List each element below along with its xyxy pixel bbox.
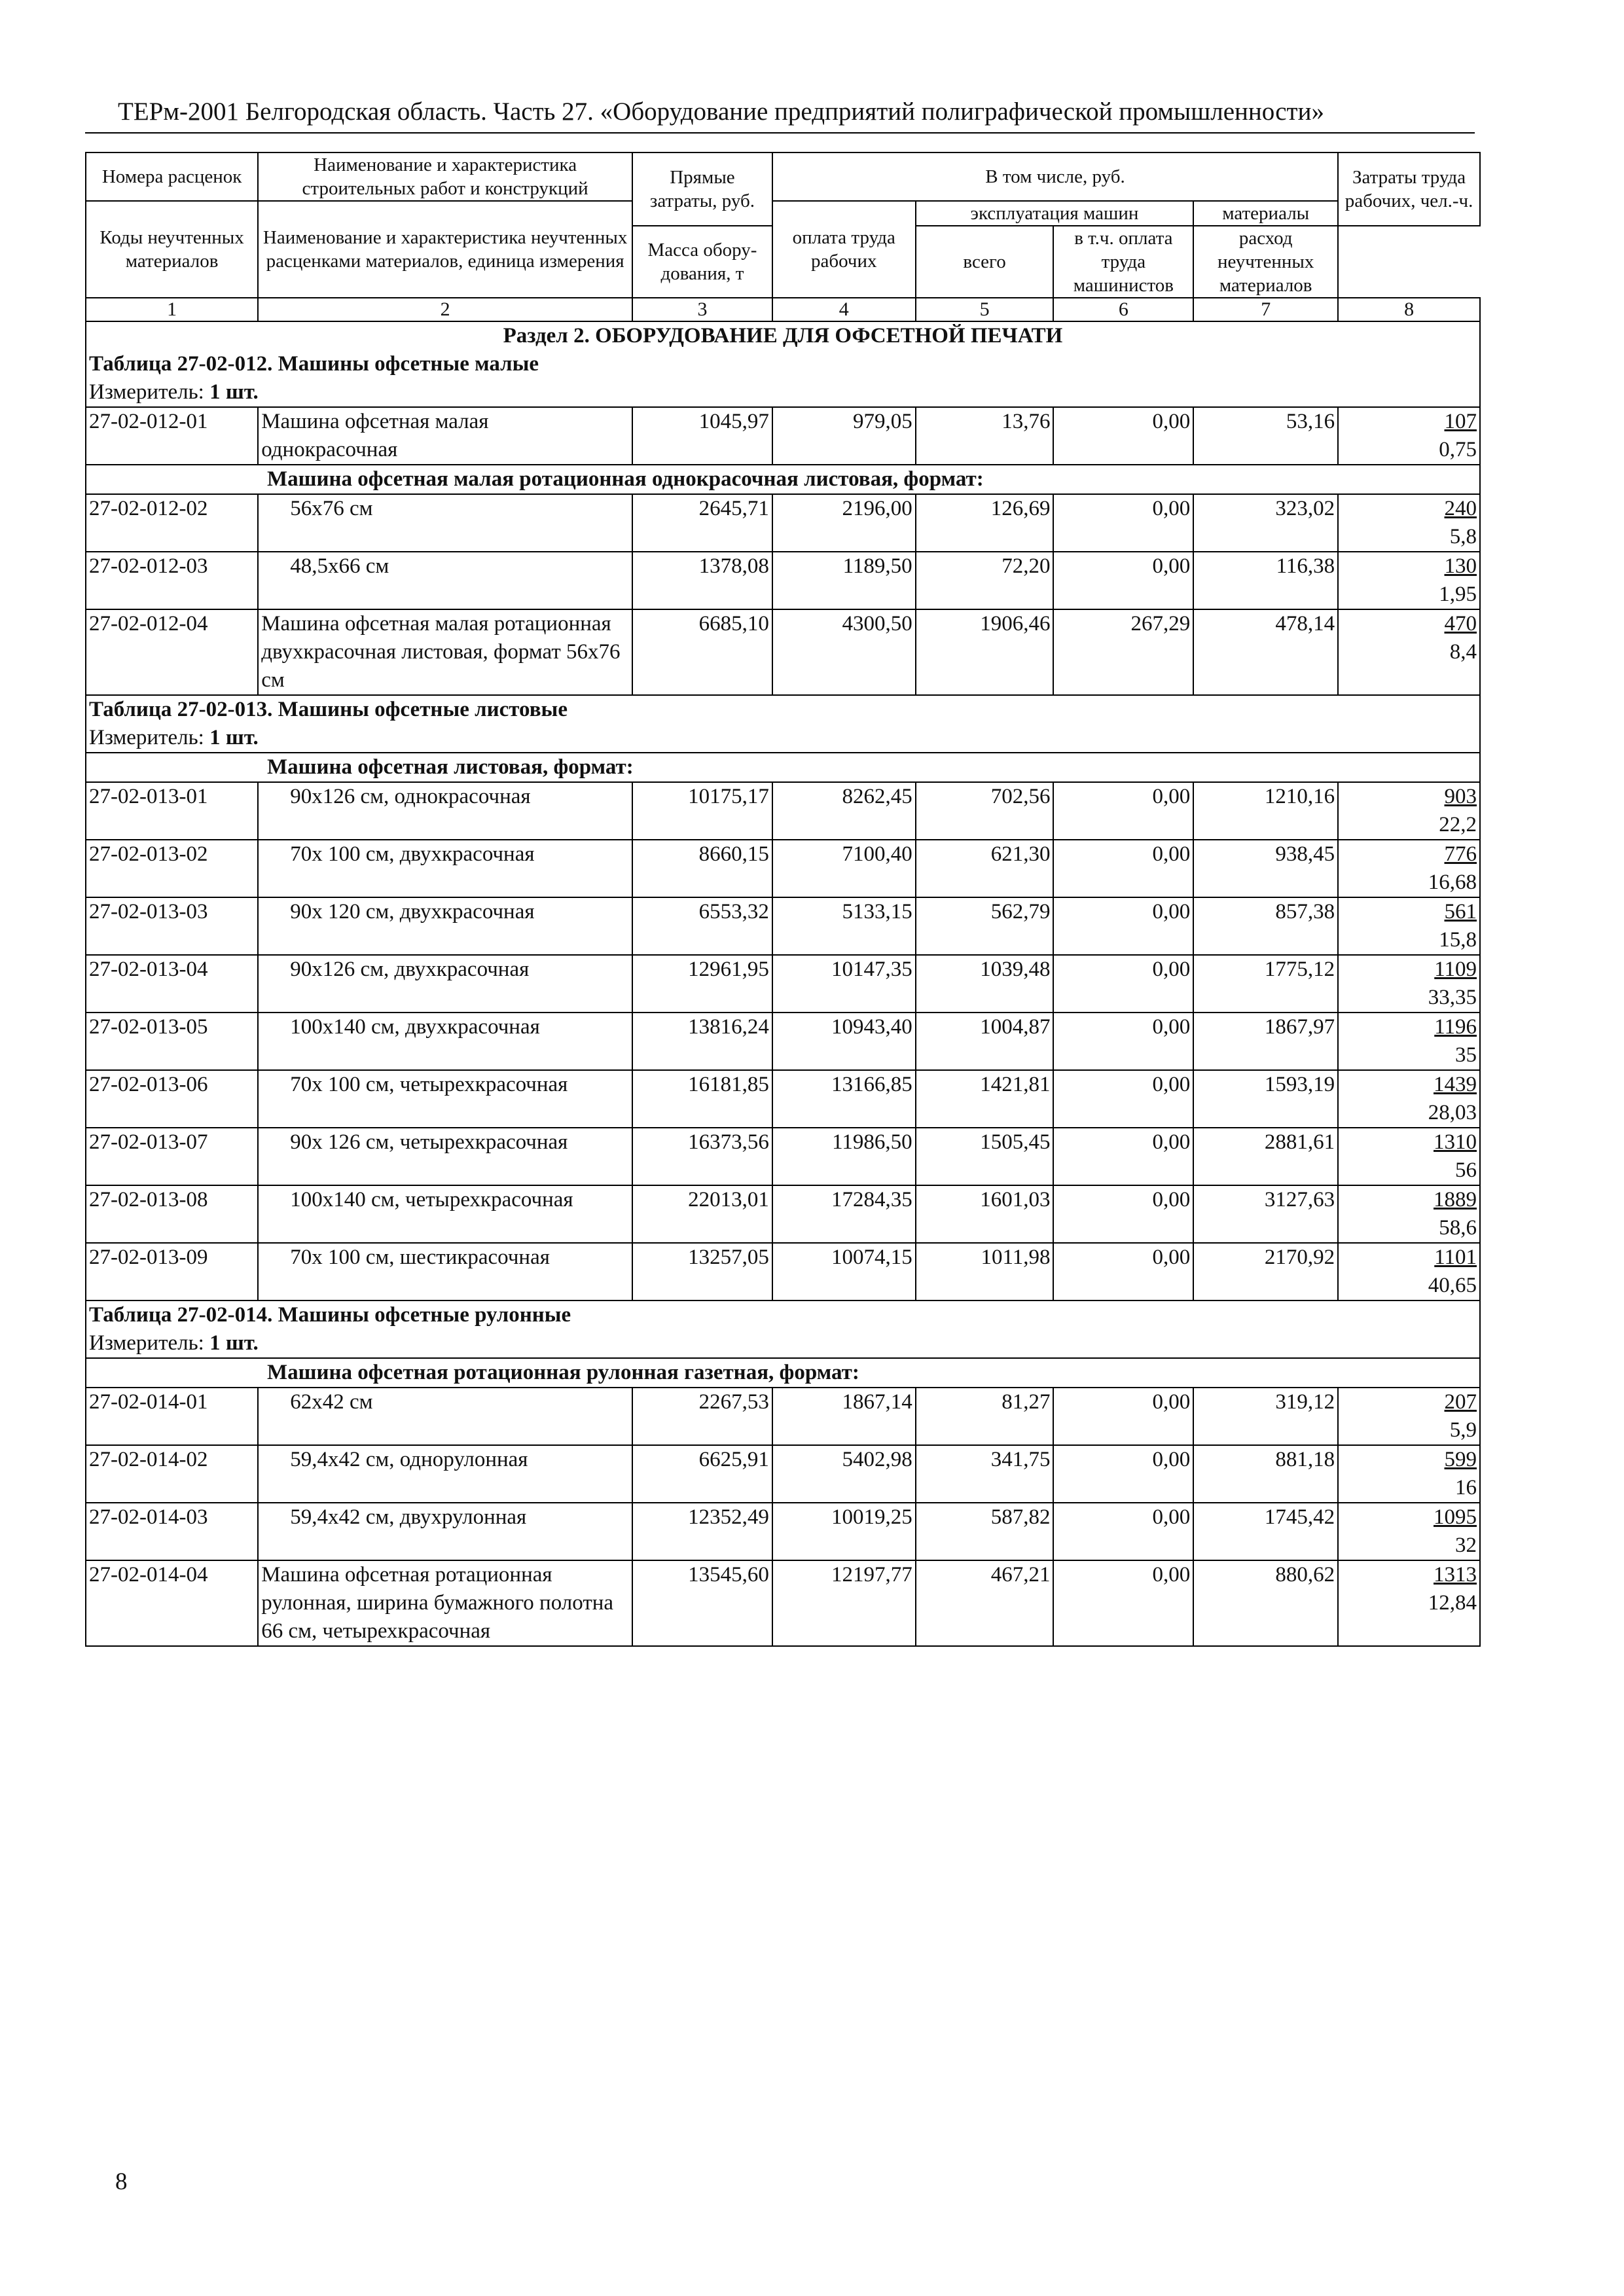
table-row (86, 1243, 1480, 1300)
column-number: 7 (1193, 298, 1338, 321)
equipment-mass: 16,68 (1428, 870, 1477, 894)
machinist-wages: 0,00 (1053, 1243, 1193, 1300)
rate-code: 27-02-013-03 (86, 897, 258, 955)
labor-mass (1338, 609, 1480, 695)
measurer-label: Измеритель: (89, 1331, 204, 1355)
machinist-wages: 0,00 (1053, 1388, 1193, 1445)
rate-code: 27-02-012-04 (86, 609, 258, 695)
labor-hours: 1889 (1434, 1188, 1477, 1211)
header-col1-top: Номера расценок (86, 152, 258, 201)
header-col8-bottom: Масса обору-дования, т (632, 226, 772, 298)
worker-wages: 10074,15 (772, 1243, 916, 1300)
labor-mass (1338, 955, 1480, 1013)
rate-name: 62х42 см (258, 1388, 632, 1445)
rate-name: 70х 100 см, двухкрасочная (258, 840, 632, 897)
machine-cost: 1004,87 (916, 1013, 1054, 1070)
table-row (86, 1128, 1480, 1185)
equipment-mass: 16 (1455, 1476, 1477, 1499)
rate-name: Машина офсетная малая однокрасочная (258, 407, 632, 465)
labor-mass (1338, 1185, 1480, 1243)
rates-table (85, 152, 1481, 1647)
table-row (86, 1503, 1480, 1560)
labor-mass (1338, 897, 1480, 955)
rate-name: Машина офсетная малая ротационная двухкрасочная листовая, формат 56х76 см (258, 609, 632, 695)
rate-code: 27-02-013-09 (86, 1243, 258, 1300)
measurer-label: Измеритель: (89, 380, 204, 404)
subheader: Машина офсетная малая ротационная однокрасочная листовая, формат: (86, 465, 1480, 494)
worker-wages: 17284,35 (772, 1185, 916, 1243)
equipment-mass: 40,65 (1428, 1274, 1477, 1297)
rate-name: 90х 120 см, двухкрасочная (258, 897, 632, 955)
materials-cost: 880,62 (1193, 1560, 1338, 1646)
direct-cost: 13816,24 (632, 1013, 772, 1070)
worker-wages: 5402,98 (772, 1445, 916, 1503)
machine-cost: 1906,46 (916, 609, 1054, 695)
header-col5: всего (916, 226, 1054, 298)
machine-cost: 587,82 (916, 1503, 1054, 1560)
worker-wages: 1867,14 (772, 1388, 916, 1445)
labor-mass (1338, 1503, 1480, 1560)
labor-mass (1338, 1243, 1480, 1300)
machine-cost: 341,75 (916, 1445, 1054, 1503)
equipment-mass: 33,35 (1428, 986, 1477, 1009)
rate-name: 90х126 см, двухкрасочная (258, 955, 632, 1013)
worker-wages: 7100,40 (772, 840, 916, 897)
rate-code: 27-02-013-06 (86, 1070, 258, 1128)
header-col8-top: Затраты труда рабочих, чел.-ч. (1338, 152, 1480, 226)
measurer-value: 1 шт. (209, 380, 259, 404)
table-title: Таблица 27-02-012. Машины офсетные малые (86, 350, 1480, 378)
materials-cost: 319,12 (1193, 1388, 1338, 1445)
rate-name: 59,4х42 см, двухрулонная (258, 1503, 632, 1560)
section-title: Раздел 2. ОБОРУДОВАНИЕ ДЛЯ ОФСЕТНОЙ ПЕЧАТИ (86, 321, 1480, 350)
labor-hours: 599 (1444, 1448, 1477, 1471)
labor-hours: 130 (1444, 554, 1477, 578)
materials-cost: 881,18 (1193, 1445, 1338, 1503)
equipment-mass: 35 (1455, 1043, 1477, 1067)
machinist-wages: 0,00 (1053, 1185, 1193, 1243)
labor-hours: 903 (1444, 785, 1477, 808)
machine-cost: 621,30 (916, 840, 1054, 897)
worker-wages: 2196,00 (772, 494, 916, 552)
rate-code: 27-02-014-03 (86, 1503, 258, 1560)
machinist-wages: 0,00 (1053, 1503, 1193, 1560)
equipment-mass: 28,03 (1428, 1101, 1477, 1124)
labor-hours: 240 (1444, 497, 1477, 520)
measurer-label: Измеритель: (89, 726, 204, 749)
equipment-mass: 5,9 (1449, 1418, 1477, 1442)
equipment-mass: 5,8 (1449, 525, 1477, 548)
table-row (86, 407, 1480, 465)
materials-cost: 857,38 (1193, 897, 1338, 955)
rate-name: 100х140 см, двухкрасочная (258, 1013, 632, 1070)
direct-cost: 10175,17 (632, 782, 772, 840)
direct-cost: 6685,10 (632, 609, 772, 695)
measurer (86, 724, 1480, 753)
subheader-row (86, 753, 1480, 782)
machinist-wages: 0,00 (1053, 552, 1193, 609)
measurer (86, 378, 1480, 407)
header-col2-top: Наименование и характеристика строительных работ и конструкций (258, 152, 632, 201)
worker-wages: 5133,15 (772, 897, 916, 955)
rate-code: 27-02-012-01 (86, 407, 258, 465)
machine-cost: 467,21 (916, 1560, 1054, 1646)
direct-cost: 16373,56 (632, 1128, 772, 1185)
header-col7: расход неучтенных материалов (1193, 226, 1338, 298)
rate-code: 27-02-013-01 (86, 782, 258, 840)
machine-cost: 562,79 (916, 897, 1054, 955)
machinist-wages: 0,00 (1053, 1560, 1193, 1646)
direct-cost: 13545,60 (632, 1560, 772, 1646)
machine-cost: 1505,45 (916, 1128, 1054, 1185)
direct-cost: 8660,15 (632, 840, 772, 897)
header-materials: материалы (1193, 201, 1338, 226)
equipment-mass: 1,95 (1439, 583, 1477, 606)
equipment-mass: 56 (1455, 1158, 1477, 1182)
table-row (86, 552, 1480, 609)
table-title: Таблица 27-02-013. Машины офсетные листовые (86, 695, 1480, 724)
machine-cost: 1011,98 (916, 1243, 1054, 1300)
column-number: 2 (258, 298, 632, 321)
machinist-wages: 0,00 (1053, 1070, 1193, 1128)
direct-cost: 12352,49 (632, 1503, 772, 1560)
subheader-row (86, 1358, 1480, 1388)
rate-code: 27-02-012-03 (86, 552, 258, 609)
direct-cost: 16181,85 (632, 1070, 772, 1128)
materials-cost: 1867,97 (1193, 1013, 1338, 1070)
worker-wages: 4300,50 (772, 609, 916, 695)
rate-code: 27-02-013-05 (86, 1013, 258, 1070)
direct-cost: 13257,05 (632, 1243, 772, 1300)
labor-hours: 776 (1444, 842, 1477, 866)
materials-cost: 2170,92 (1193, 1243, 1338, 1300)
equipment-mass: 12,84 (1428, 1591, 1477, 1615)
rate-code: 27-02-014-02 (86, 1445, 258, 1503)
table-header (86, 152, 1480, 321)
table-row (86, 494, 1480, 552)
measurer-value: 1 шт. (209, 1331, 259, 1355)
materials-cost: 2881,61 (1193, 1128, 1338, 1185)
rate-code: 27-02-014-01 (86, 1388, 258, 1445)
page-number: 8 (115, 2168, 128, 2195)
worker-wages: 12197,77 (772, 1560, 916, 1646)
header-including: В том числе, руб. (772, 152, 1338, 201)
table-body (86, 321, 1480, 1646)
rate-name: 90х126 см, однокрасочная (258, 782, 632, 840)
materials-cost: 478,14 (1193, 609, 1338, 695)
column-number: 8 (1338, 298, 1480, 321)
direct-cost: 6625,91 (632, 1445, 772, 1503)
machinist-wages: 0,00 (1053, 840, 1193, 897)
machinist-wages: 0,00 (1053, 494, 1193, 552)
machine-cost: 1421,81 (916, 1070, 1054, 1128)
column-number: 5 (916, 298, 1054, 321)
labor-hours: 1439 (1434, 1073, 1477, 1096)
rate-name: 90х 126 см, четырехкрасочная (258, 1128, 632, 1185)
materials-cost: 1210,16 (1193, 782, 1338, 840)
table-row (86, 1013, 1480, 1070)
table-row (86, 897, 1480, 955)
machine-cost: 13,76 (916, 407, 1054, 465)
measurer-value: 1 шт. (209, 726, 259, 749)
table-title: Таблица 27-02-014. Машины офсетные рулонные (86, 1300, 1480, 1329)
table-row (86, 840, 1480, 897)
rate-name: 70х 100 см, четырехкрасочная (258, 1070, 632, 1128)
rate-code: 27-02-013-07 (86, 1128, 258, 1185)
subheader: Машина офсетная листовая, формат: (86, 753, 1480, 782)
worker-wages: 13166,85 (772, 1070, 916, 1128)
materials-cost: 1745,42 (1193, 1503, 1338, 1560)
worker-wages: 10019,25 (772, 1503, 916, 1560)
equipment-mass: 22,2 (1439, 813, 1477, 836)
column-number: 6 (1053, 298, 1193, 321)
rate-code: 27-02-012-02 (86, 494, 258, 552)
rate-code: 27-02-013-02 (86, 840, 258, 897)
equipment-mass: 15,8 (1439, 928, 1477, 952)
machine-cost: 1601,03 (916, 1185, 1054, 1243)
column-number: 4 (772, 298, 916, 321)
machinist-wages: 0,00 (1053, 897, 1193, 955)
labor-hours: 1196 (1434, 1015, 1477, 1039)
worker-wages: 10943,40 (772, 1013, 916, 1070)
labor-mass (1338, 494, 1480, 552)
machinist-wages: 0,00 (1053, 1445, 1193, 1503)
rate-name: 56х76 см (258, 494, 632, 552)
table-row (86, 1070, 1480, 1128)
header-rule (85, 132, 1475, 134)
machinist-wages: 267,29 (1053, 609, 1193, 695)
subheader: Машина офсетная ротационная рулонная газетная, формат: (86, 1358, 1480, 1388)
rate-code: 27-02-013-08 (86, 1185, 258, 1243)
header-col6: в т.ч. оплата труда машинистов (1053, 226, 1193, 298)
table-row (86, 1388, 1480, 1445)
labor-mass (1338, 840, 1480, 897)
machinist-wages: 0,00 (1053, 407, 1193, 465)
machinist-wages: 0,00 (1053, 955, 1193, 1013)
table-row (86, 782, 1480, 840)
column-numbers-row (86, 298, 1480, 321)
machine-cost: 72,20 (916, 552, 1054, 609)
rate-name: 70х 100 см, шестикрасочная (258, 1243, 632, 1300)
rate-name: Машина офсетная ротационная рулонная, ширина бумажного полотна 66 см, четырехкрасочная (258, 1560, 632, 1646)
labor-mass (1338, 1070, 1480, 1128)
labor-hours: 207 (1444, 1390, 1477, 1414)
worker-wages: 979,05 (772, 407, 916, 465)
labor-mass (1338, 552, 1480, 609)
labor-mass (1338, 1560, 1480, 1646)
running-header: ТЕРм-2001 Белгородская область. Часть 27. «Оборудование предприятий полиграфической промышленности» (118, 98, 1324, 126)
direct-cost: 1045,97 (632, 407, 772, 465)
materials-cost: 1775,12 (1193, 955, 1338, 1013)
header-machine-exploitation: эксплуатация машин (916, 201, 1194, 226)
labor-hours: 107 (1444, 410, 1477, 433)
table-row (86, 1445, 1480, 1503)
machinist-wages: 0,00 (1053, 1128, 1193, 1185)
subheader-row (86, 465, 1480, 494)
measurer (86, 1329, 1480, 1358)
equipment-mass: 32 (1455, 1534, 1477, 1557)
labor-hours: 1101 (1434, 1246, 1477, 1269)
rate-code: 27-02-013-04 (86, 955, 258, 1013)
materials-cost: 53,16 (1193, 407, 1338, 465)
table-row (86, 955, 1480, 1013)
equipment-mass: 8,4 (1449, 640, 1477, 664)
machine-cost: 1039,48 (916, 955, 1054, 1013)
column-number: 1 (86, 298, 258, 321)
labor-mass (1338, 1013, 1480, 1070)
rate-name: 100х140 см, четырехкрасочная (258, 1185, 632, 1243)
direct-cost: 2645,71 (632, 494, 772, 552)
labor-hours: 561 (1444, 900, 1477, 924)
direct-cost: 12961,95 (632, 955, 772, 1013)
header-col2-bottom: Наименование и характеристика неучтенных расценками материалов, единица измерения (258, 201, 632, 298)
labor-hours: 1095 (1434, 1505, 1477, 1529)
column-number: 3 (632, 298, 772, 321)
machine-cost: 702,56 (916, 782, 1054, 840)
table-row (86, 1185, 1480, 1243)
machinist-wages: 0,00 (1053, 1013, 1193, 1070)
direct-cost: 2267,53 (632, 1388, 772, 1445)
rate-name: 48,5х66 см (258, 552, 632, 609)
direct-cost: 22013,01 (632, 1185, 772, 1243)
worker-wages: 1189,50 (772, 552, 916, 609)
equipment-mass: 58,6 (1439, 1216, 1477, 1240)
materials-cost: 116,38 (1193, 552, 1338, 609)
worker-wages: 10147,35 (772, 955, 916, 1013)
equipment-mass: 0,75 (1439, 438, 1477, 461)
materials-cost: 3127,63 (1193, 1185, 1338, 1243)
direct-cost: 1378,08 (632, 552, 772, 609)
labor-hours: 1313 (1434, 1563, 1477, 1587)
header-col4: оплата труда рабочих (772, 201, 916, 298)
rate-code: 27-02-014-04 (86, 1560, 258, 1646)
table-row (86, 609, 1480, 695)
worker-wages: 11986,50 (772, 1128, 916, 1185)
labor-hours: 470 (1444, 612, 1477, 636)
labor-mass (1338, 1445, 1480, 1503)
machine-cost: 126,69 (916, 494, 1054, 552)
materials-cost: 938,45 (1193, 840, 1338, 897)
header-col1-bottom: Коды неучтенных материалов (86, 201, 258, 298)
materials-cost: 1593,19 (1193, 1070, 1338, 1128)
table-row (86, 1560, 1480, 1646)
labor-mass (1338, 1128, 1480, 1185)
worker-wages: 8262,45 (772, 782, 916, 840)
labor-hours: 1310 (1434, 1130, 1477, 1154)
materials-cost: 323,02 (1193, 494, 1338, 552)
machine-cost: 81,27 (916, 1388, 1054, 1445)
machinist-wages: 0,00 (1053, 782, 1193, 840)
header-col3: Прямые затраты, руб. (632, 152, 772, 226)
labor-mass (1338, 782, 1480, 840)
labor-mass (1338, 1388, 1480, 1445)
labor-mass (1338, 407, 1480, 465)
direct-cost: 6553,32 (632, 897, 772, 955)
rate-name: 59,4х42 см, однорулонная (258, 1445, 632, 1503)
labor-hours: 1109 (1434, 958, 1477, 981)
